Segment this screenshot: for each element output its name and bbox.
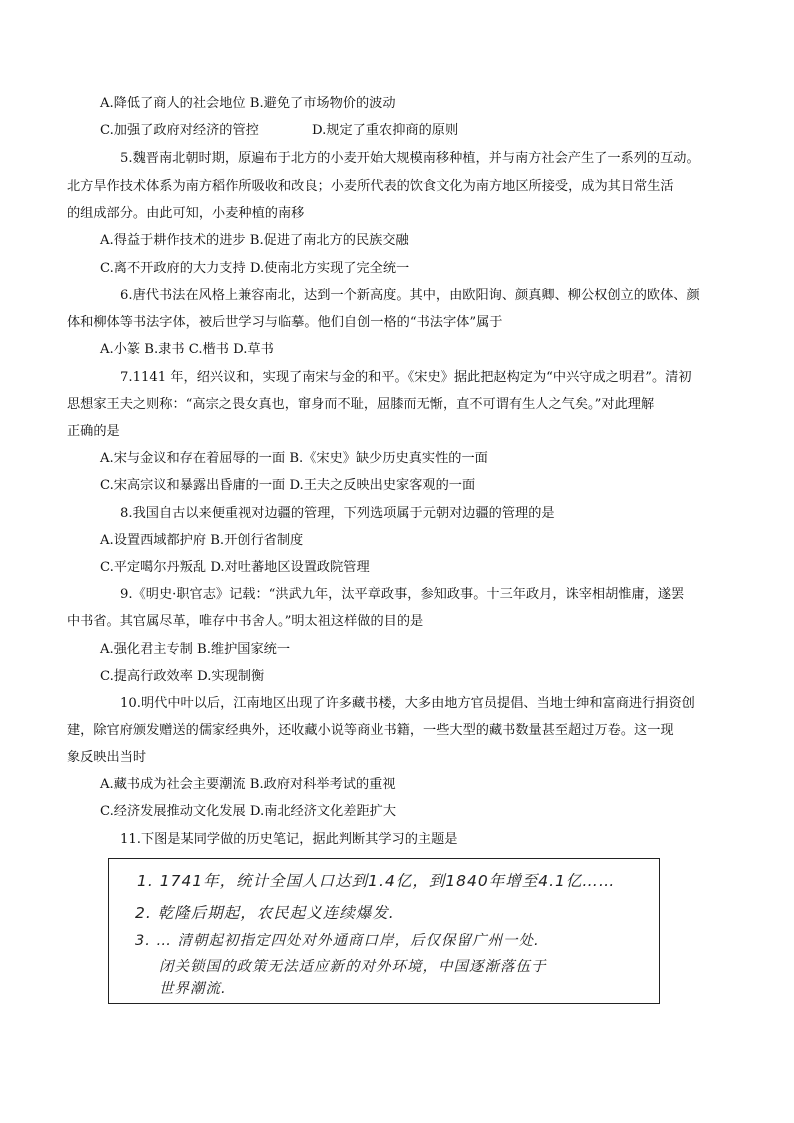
q8-option-cd: C.平定噶尔丹叛乱 D.对吐蕃地区设置政院管理 [100,560,370,575]
q9-stem-line-2: 中书省。其官属尽革，唯存中书舍人。”明太祖这样做的目的是 [67,614,424,629]
q4-option-d: D.规定了重农抑商的原则 [312,123,459,138]
q8-stem-line-1: 8.我国自古以来便重视对边疆的管理，下列选项属于元朝对边疆的管理的是 [120,506,555,521]
q9-stem-line-1: 9.《明史·职官志》记载：“洪武九年，汰平章政事，参知政事。十三年政月，诛宰相胡惟庸，遂罢 [120,587,685,602]
q7-stem-line-2: 思想家王夫之则称：“高宗之畏女真也，窜身而不耻，屈膝而无惭，直不可谓有生人之气矣。”对此理解 [67,397,655,412]
q9-option-cd: C.提高行政效率 D.实现制衡 [100,669,265,684]
q5-option-cd: C.离不开政府的大力支持 D.使南北方实现了完全统一 [100,261,410,276]
q5-stem-line-2: 北方旱作技术体系为南方稻作所吸收和改良；小麦所代表的饮食文化为南方地区所接受，成为其日常生活 [67,179,674,194]
q10-stem-line-3: 象反映出当时 [67,750,147,765]
note-line-1: 1. 1741年，统计全国人口达到1.4亿，到1840年增至4.1亿…… [137,872,616,890]
q9-option-ab: A.强化君主专制 B.维护国家统一 [100,642,291,657]
q5-stem-line-1: 5.魏晋南北朝时期，原遍布于北方的小麦开始大规模南移种植，并与南方社会产生了一系列的互动。 [120,151,700,166]
q6-stem-line-2: 体和柳体等书法字体，被后世学习与临摹。他们自创一格的“书法字体”属于 [67,315,503,330]
q7-option-cd: C.宋高宗议和暴露出昏庸的一面 D.王夫之反映出史家客观的一面 [100,478,476,493]
q7-option-ab: A.宋与金议和存在着屈辱的一面 B.《宋史》缺少历史真实性的一面 [100,451,488,466]
q5-stem-line-3: 的组成部分。由此可知，小麦种植的南移 [67,206,305,221]
q6-stem-line-1: 6.唐代书法在风格上兼容南北，达到一个新高度。其中，由欧阳询、颜真卿、柳公权创立的欧体、颜 [120,288,700,303]
q10-stem-line-1: 10.明代中叶以后，江南地区出现了许多藏书楼，大多由地方官员提倡、当地士绅和富商进行捐资创 [120,696,695,711]
q7-stem-line-1: 7.1141 年，绍兴议和，实现了南宋与金的和平。《宋史》据此把赵构定为“中兴守成之明君”。清初 [120,370,692,385]
q4-option-ab: A.降低了商人的社会地位 B.避免了市场物价的波动 [100,96,396,111]
note-line-5: 世界潮流. [159,981,227,997]
note-line-4: 闭关锁国的政策无法适应新的对外环境，中国逐渐落伍于 [159,959,547,975]
q7-stem-line-3: 正确的是 [67,424,120,439]
q11-stem-line-1: 11.下图是某同学做的历史笔记，据此判断其学习的主题是 [120,832,458,847]
q4-option-c: C.加强了政府对经济的管控 [100,123,259,138]
q5-option-ab: A.得益于耕作技术的进步 B.促进了南北方的民族交融 [100,233,409,248]
handwritten-note-figure [108,858,660,1004]
q8-option-ab: A.设置西域都护府 B.开创行省制度 [100,533,304,548]
q10-option-cd: C.经济发展推动文化发展 D.南北经济文化差距扩大 [100,804,397,819]
note-line-3: 3. … 清朝起初指定四处对外通商口岸，后仅保留广州一处. [135,933,540,949]
q10-stem-line-2: 建，除官府颁发赠送的儒家经典外，还收藏小说等商业书籍，一些大型的藏书数量甚至超过万卷。这一现 [67,723,674,738]
note-line-2: 2. 乾隆后期起，农民起义连续爆发. [135,904,395,922]
q10-option-ab: A.藏书成为社会主要潮流 B.政府对科举考试的重视 [100,777,396,792]
q6-options: A.小篆 B.隶书 C.楷书 D.草书 [100,342,274,357]
